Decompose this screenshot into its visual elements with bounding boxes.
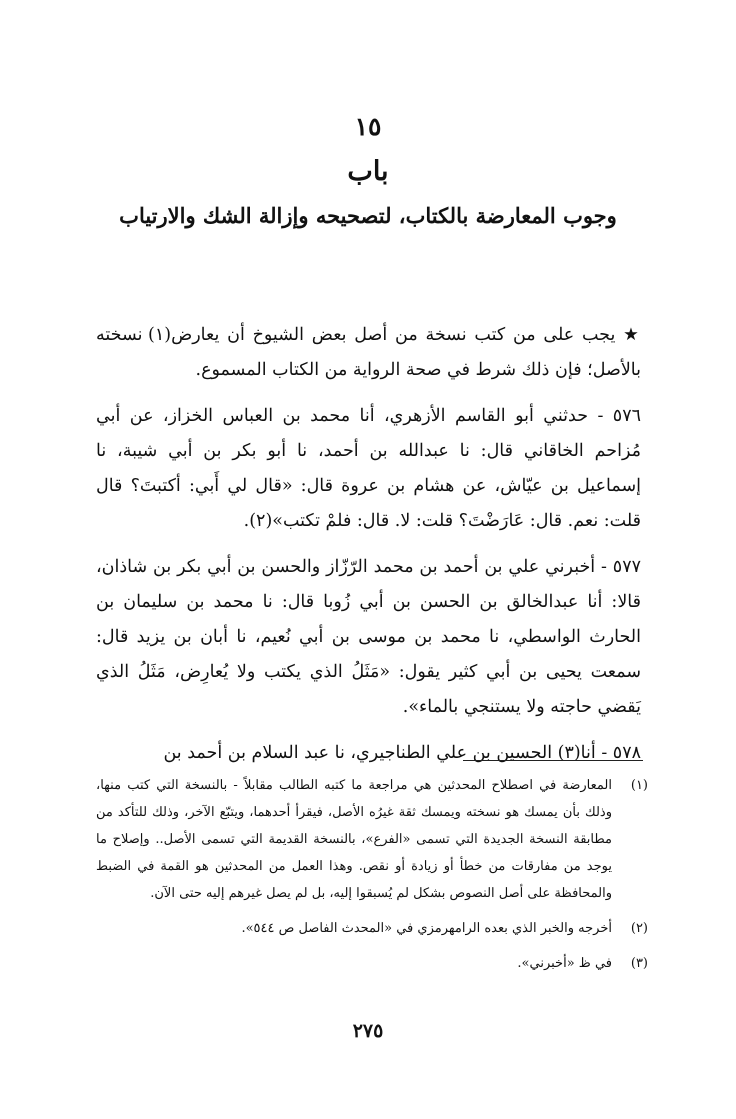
page-number: ٢٧٥	[352, 1020, 384, 1042]
footnote-text: في ظ «أخبرني».	[517, 956, 612, 971]
chapter-number: ١٥	[354, 112, 382, 141]
footnote-number: (٢)	[630, 921, 648, 936]
intro-paragraph: ★ يجب على من كتب نسخة من أصل بعض الشيوخ أن يعارض(١) نسخته بالأصل؛ فإن ذلك شرط في صحة الرواية من الكتاب المسموع.	[96, 325, 641, 380]
chapter-heading: باب	[347, 156, 389, 187]
footnote-1	[96, 772, 648, 907]
footnote-text: المعارضة في اصطلاح المحدثين هي مراجعة ما كتبه الطالب مقابلاً - بالنسخة التي كتب منها، وذلك بأن يمسك هو نسخته ويمسك ثقة غيرُه الأصل، فيقرأ أحدهما، ويتبّع الآخر، وذلك للتأكد من مطابقة النسخة الجديدة التي تسمى «الفرع»، بالنسخة القديمة التي تسمى الأصل.. وإصلاح ما يوجد من مفارقات من خطأ أو زيادة أو نقص. وهذا العمل من المحدثين هو القمة في الضبط والمحافظة على أصل النصوص بشكل لم يُسبقوا إليه، بل لم يصل غيرهم إليه حتى الآن.	[96, 778, 612, 901]
hadith-577: ٥٧٧ - أخبرني علي بن أحمد بن محمد الرّزّاز والحسن بن أبي بكر بن شاذان، قالا: أنا عبدالخالق بن الحسن بن أبي زُوبا قال: نا محمد بن سليمان بن الحارث الواسطي، نا محمد بن موسى بن أبي نُعيم، نا أبان بن يزيد قال: سمعت يحيى بن أبي كثير يقول: «مَثَلُ الذي يكتب ولا يُعارِض، مَثَلُ الذي يَقضي حاجته ولا يستنجي بالماء».	[96, 557, 641, 717]
footnote-text: أخرجه والخبر الذي بعده الرامهرمزي في «المحدث الفاصل ص ٥٤٤».	[241, 921, 612, 936]
main-text	[96, 318, 641, 782]
chapter-title: وجوب المعارضة بالكتاب، لتصحيحه وإزالة الشك والارتياب	[119, 203, 617, 228]
hadith-576: ٥٧٦ - حدثني أبو القاسم الأزهري، أنا محمد بن العباس الخزاز، عن أبي مُزاحم الخاقاني قال: نا عبدالله بن أحمد، نا أبو بكر بن أبي شيبة، نا إسماعيل بن عيّاش، عن هشام بن عروة قال: «قال لي أَبي: أكتبتَ؟ قال قلت: نعم. قال: عَارَضْتَ؟ قلت: لا. قال: فلمْ تكتب»(٢).	[96, 406, 641, 531]
footnote-number: (١)	[630, 778, 648, 793]
footnote-2	[96, 915, 648, 942]
footnotes	[96, 772, 648, 985]
footnote-separator	[463, 760, 643, 761]
footnote-number: (٣)	[630, 956, 648, 971]
hadith-578: ٥٧٨ - أنا(٣) الحسين بن علي الطناجيري، نا عبد السلام بن أحمد بن	[163, 743, 641, 763]
footnote-3	[96, 950, 648, 977]
